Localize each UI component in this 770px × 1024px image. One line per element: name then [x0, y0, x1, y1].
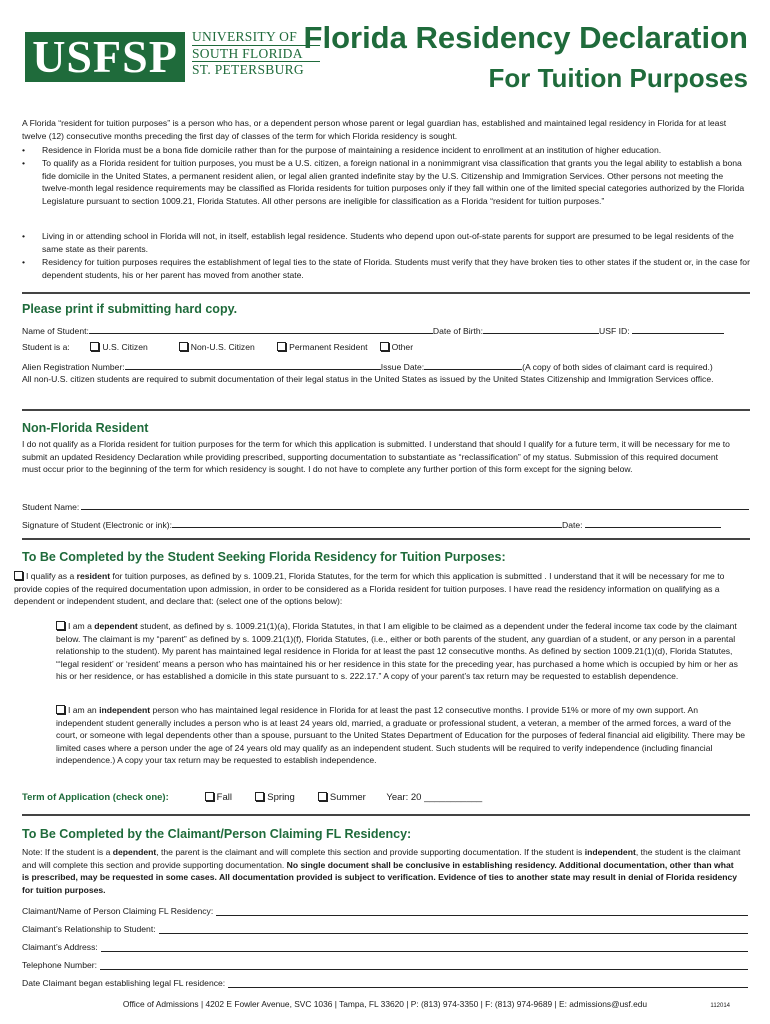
print-heading: Please print if submitting hard copy.	[22, 302, 238, 316]
intro-bullet: • To qualify as a Florida resident for tuition purposes, you must be a U.S. citizen, a foreign national in a nonimmigrant visa classification that grants you the legal ability to establish a bona fide domicile in the United States, a permanent resident alien, or legal alien granted indefinite stay by the U.S. Citizenship and Immigration Services. Other persons not meeting the twelve-month legal residence requirements may be classified as Florida residents for tuition purposes only if they fall within one of the limited special categories authorized by the Florida Legislature pursuant to section 1009.21, Florida Statutes. All other persons are ineligible for classification as a Florida “resident for tuition purposes.”	[22, 158, 745, 206]
claimant-residence-date-field[interactable]	[228, 978, 748, 988]
student-status-row: Student is a: U.S. Citizen Non-U.S. Citizen Permanent Resident Other	[22, 342, 414, 352]
non-us-note: All non-U.S. citizen students are required to submit documentation of their legal status in the United States as issued by the United States Citizenship and Immigration Services office.	[22, 374, 714, 384]
claimant-name-row: Claimant/Name of Person Claiming FL Residency:	[22, 906, 748, 916]
logo-line: ST. PETERSBURG	[192, 62, 304, 77]
claimant-residence-date-row: Date Claimant began establishing legal FL residence:	[22, 978, 748, 988]
intro-bullet: • Residence in Florida must be a bona fide domicile rather than for the purpose of maintaining a residence incident to enrollment at an institution of higher education.	[22, 145, 662, 155]
alien-number-field[interactable]	[125, 360, 381, 370]
issue-date-field[interactable]	[424, 360, 522, 370]
non-florida-paragraph: I do not qualify as a Florida resident for tuition purposes for the term for which this application is submitted. I understand that should I qualify for a future term, it will be necessary for me to submit an updated Residency Declaration while providing prescribed, supporting documentation to substantiate as “reclassification” of my status. Submission of this required document must occur prior to the beginning of the term for which residency is sought. I do not have to complete any further portion of this form except for the signing below.	[22, 439, 730, 474]
divider	[22, 814, 750, 816]
claimant-relationship-field[interactable]	[159, 924, 748, 934]
claimant-relationship-row: Claimant’s Relationship to Student:	[22, 924, 748, 934]
claimant-heading: To Be Completed by the Claimant/Person Claiming FL Residency:	[22, 827, 412, 841]
dependent-checkbox[interactable]	[56, 621, 65, 630]
claimant-phone-row: Telephone Number:	[22, 960, 748, 970]
signature-field[interactable]	[172, 518, 562, 528]
claimant-address-row: Claimant’s Address:	[22, 942, 748, 952]
logo-line: SOUTH FLORIDA	[192, 46, 320, 63]
student-name-field[interactable]	[89, 324, 433, 334]
signature-row: Signature of Student (Electronic or ink): Date:	[22, 518, 721, 530]
alien-row: Alien Registration Number: Issue Date: (A copy of both sides of claimant card is required.)	[22, 362, 713, 372]
signature-date-field[interactable]	[585, 518, 721, 528]
claimant-phone-field[interactable]	[100, 960, 748, 970]
independent-option: I am an independent person who has maintained legal residence in Florida for at least the past 12 consecutive months. I provide 51% or more of my own support. An independent student generally includes a person who is at least 24 years old, married, a graduate or professional student, a veteran, a member of the armed forces, a ward of the court, or someone with legal dependents other than a spouse, pursuant to the United States Department of Education for the purposes of federal financial aid eligibility. There may be limited cases where a person under the age of 24 years old may qualify as an independent student. Such students will be required to verify independence (including financial independence.) A copy your tax return may be requested to establish independence.	[56, 705, 746, 765]
intro-paragraph: A Florida “resident for tuition purposes” is a person who has, or a dependent person whose parent or legal guardian has, established and maintained legal residency in Florida for at least twelve (12) consecutive months preceding the first day of classes of the term for which Florida residency is sought.	[22, 118, 727, 141]
resident-qualify-paragraph: I qualify as a resident for tuition purposes, as defined by s. 1009.21, Florida Statutes, for the term for which this application is submitted . I understand that it will be necessary for me to provide copies of the required documentation upon admission, in order to be considered as a Florida resident for tuition purposes. I have read the residency information on qualifying as a dependent or independent student, and declare that: (select one of the options below):	[14, 571, 725, 606]
claimant-name-field[interactable]	[216, 906, 748, 916]
page-subtitle: For Tuition Purposes	[488, 63, 748, 93]
claimant-note: Note: If the student is a dependent, the parent is the claimant and will complete this section and provide supporting documentation. If the student is independent, the student is the claimant and will complete this section and provide supporting documentation. No single document shall be conclusive in establishing residency. Additional documentation, other than what is prescribed, may be requested in some cases. All documentation provided is subject to verification. Evidence of ties to another state may result in denial of Florida residency for tuition purposes.	[22, 847, 741, 895]
divider	[22, 409, 750, 411]
spring-checkbox[interactable]	[255, 792, 264, 801]
divider	[22, 292, 750, 294]
divider	[22, 538, 750, 540]
dob-field[interactable]	[483, 324, 599, 334]
non-florida-name-row: Student Name:	[22, 500, 749, 512]
logo-line: UNIVERSITY OF	[192, 29, 320, 46]
logo-wordmark	[192, 29, 320, 78]
form-code: 112014	[710, 1003, 730, 1009]
non-florida-heading: Non-Florida Resident	[22, 421, 149, 435]
logo: USFSP	[25, 32, 185, 82]
page-title: Florida Residency Declaration	[303, 20, 748, 55]
intro-bullet: • Residency for tuition purposes requires the establishment of legal ties to the state of Florida. Students must verify that they have broken ties to other states if the student or, in the case for dependent students, his or her parent has moved from another state.	[22, 257, 750, 280]
non-us-citizen-checkbox[interactable]	[179, 342, 188, 351]
student-section-heading: To Be Completed by the Student Seeking Florida Residency for Tuition Purposes:	[22, 550, 506, 564]
us-citizen-checkbox[interactable]	[90, 342, 99, 351]
permanent-resident-checkbox[interactable]	[277, 342, 286, 351]
resident-checkbox[interactable]	[14, 571, 23, 580]
other-checkbox[interactable]	[380, 342, 389, 351]
intro-bullet: • Living in or attending school in Florida will not, in itself, establish legal residence. Students who depend upon out-of-state parents for support are presumed to be legal residents of the same state as their parents.	[22, 231, 734, 254]
year-field[interactable]: ___________	[424, 792, 483, 803]
non-florida-name-field[interactable]	[81, 500, 749, 510]
summer-checkbox[interactable]	[318, 792, 327, 801]
independent-checkbox[interactable]	[56, 705, 65, 714]
fall-checkbox[interactable]	[205, 792, 214, 801]
dependent-option: I am a dependent student, as defined by s. 1009.21(1)(a), Florida Statutes, in that I am eligible to be claimed as a dependent under the federal income tax code by the claimant below. The claimant is my “parent” as defined by s. 1009.21(1)(f), Florida Statutes, (i.e., either or both parents of the student, any guardian of a student, or any person in a parental relationship to the student). My parent has maintained legal residence in Florida for at least the past 12 consecutive months. As defined by section 1009.21(1)(d), Florida Statutes, “‘legal resident’ or ‘resident’ means a person who has maintained his or her residence in this state for the preceding year, has purchased a home which is occupied by him or her as his or her residence, or has established a domicile in this state pursuant to s. 222.17.” A copy of your parent’s tax return may be requested to establish dependence.	[56, 621, 738, 681]
footer-contact: Office of Admissions | 4202 E Fowler Avenue, SVC 1036 | Tampa, FL 33620 | P: (813) 974-3350 | F: (813) 974-9689 | E: admissions@usf.edu	[122, 999, 648, 1009]
claimant-address-field[interactable]	[101, 942, 748, 952]
student-name-row: Name of Student: Date of Birth: USF ID:	[22, 324, 724, 336]
usf-id-field[interactable]	[632, 324, 724, 334]
term-row: Term of Application (check one): Fall Spring Summer Year: 20 ___________	[22, 792, 483, 803]
